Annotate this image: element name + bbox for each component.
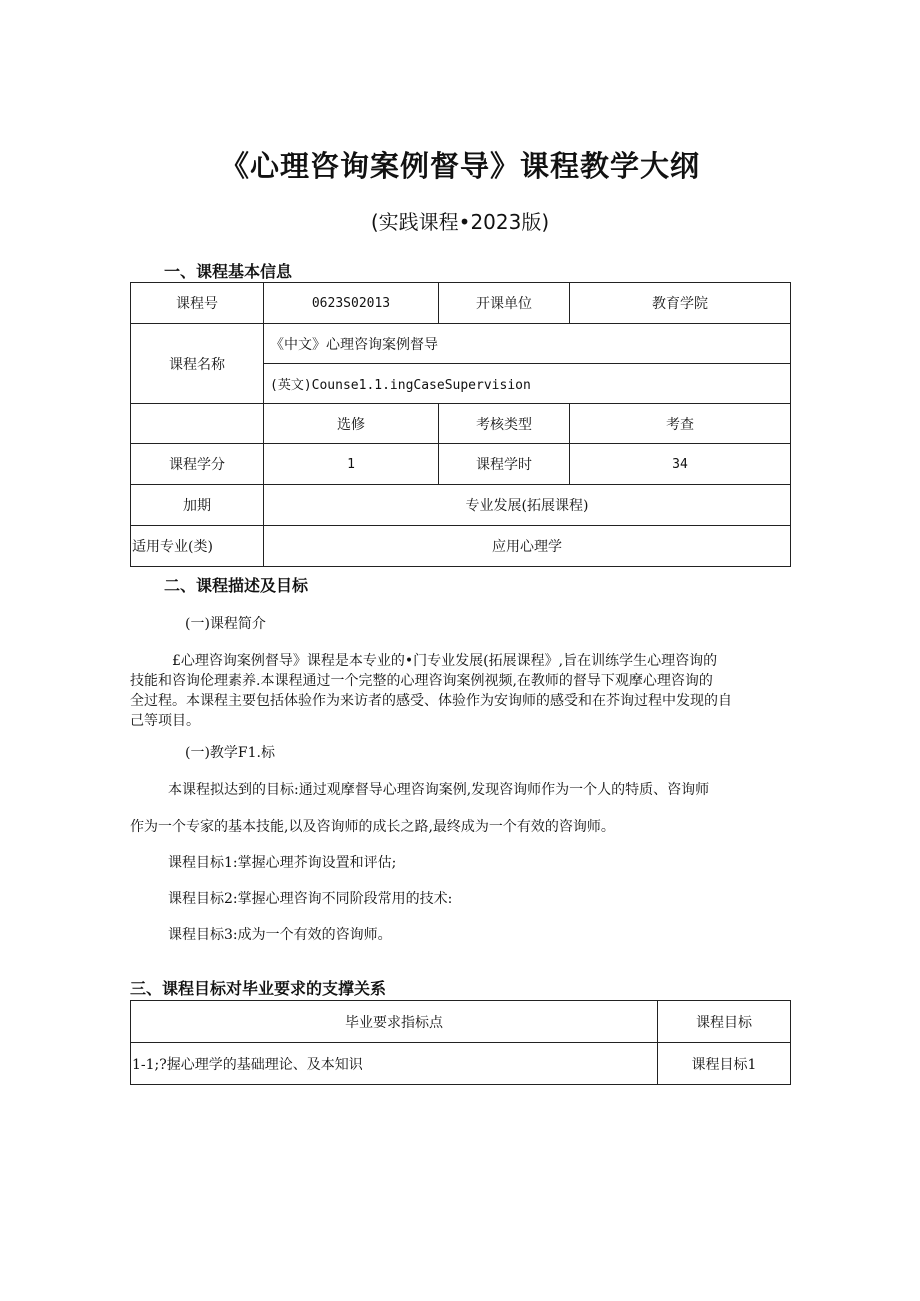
period-label: 加期 — [131, 485, 264, 526]
elective-value: 选修 — [264, 404, 439, 444]
support-row1-objective: 课程目标1 — [658, 1043, 791, 1085]
section-heading-basic-info: 一、课程基本信息 — [164, 262, 293, 281]
intro-line-1: £心理咨询案例督导》课程是本专业的•门专业发展(拓展课程》,旨在训练学生心理咨询的 — [172, 653, 718, 669]
intro-line-4: 己等项目。 — [130, 713, 200, 729]
intro-line-2: 技能和咨询伦理素养.本课程通过一个完整的心理咨询案例视频,在教师的督导下观摩心理咨询的 — [130, 673, 713, 689]
course-no-label: 课程号 — [131, 283, 264, 324]
document-subtitle: (实践课程•2023版) — [370, 210, 550, 234]
unit-value: 教育学院 — [570, 283, 791, 324]
course-name-label: 课程名称 — [131, 324, 264, 404]
document-title: 《心理咨询案例督导》课程教学大纲 — [219, 149, 700, 183]
support-table — [130, 1000, 791, 1085]
major-value: 应用心理学 — [264, 526, 791, 567]
assess-type-label: 考核类型 — [439, 404, 570, 444]
period-value: 专业发展(拓展课程) — [264, 485, 791, 526]
section-heading-description: 二、课程描述及目标 — [164, 576, 309, 595]
hours-value: 34 — [570, 444, 791, 485]
course-name-cn: 《中文》心理咨询案例督导 — [264, 324, 791, 364]
basic-info-table — [130, 282, 791, 567]
objective-3: 课程目标3:成为一个有效的咨询师。 — [168, 927, 392, 943]
support-row1-requirement: 1-1;?握心理学的基础理论、及本知识 — [131, 1043, 658, 1085]
goal-heading: (一)教学F1.标 — [185, 745, 275, 761]
course-name-en: (英文)Counse1.1.ingCaseSupervision — [264, 364, 791, 404]
unit-label: 开课单位 — [439, 283, 570, 324]
support-col-objective: 课程目标 — [658, 1001, 791, 1043]
major-label: 适用专业(类) — [131, 526, 264, 567]
credit-label: 课程学分 — [131, 444, 264, 485]
credit-value: 1 — [264, 444, 439, 485]
assess-type-value: 考查 — [570, 404, 791, 444]
section-heading-support: 三、课程目标对毕业要求的支撑关系 — [130, 979, 387, 998]
goal-line-1: 本课程拟达到的目标:通过观摩督导心理咨询案例,发现咨询师作为一个人的特质、咨询师 — [168, 782, 710, 798]
goal-line-2: 作为一个专家的基本技能,以及咨询师的成长之路,最终成为一个有效的咨询师。 — [130, 819, 615, 835]
objective-1: 课程目标1:掌握心理芥询设置和评估; — [168, 855, 397, 871]
empty-cell — [131, 404, 264, 444]
objective-2: 课程目标2:掌握心理咨询不同阶段常用的技术: — [168, 891, 453, 907]
intro-heading: (一)课程简介 — [185, 616, 266, 632]
course-no-value: 0623S02013 — [264, 283, 439, 324]
support-col-requirement: 毕业要求指标点 — [131, 1001, 658, 1043]
intro-line-3: 全过程。本课程主要包括体验作为来访者的感受、体验作为安询师的感受和在芥询过程中发现的自 — [130, 693, 732, 709]
hours-label: 课程学时 — [439, 444, 570, 485]
